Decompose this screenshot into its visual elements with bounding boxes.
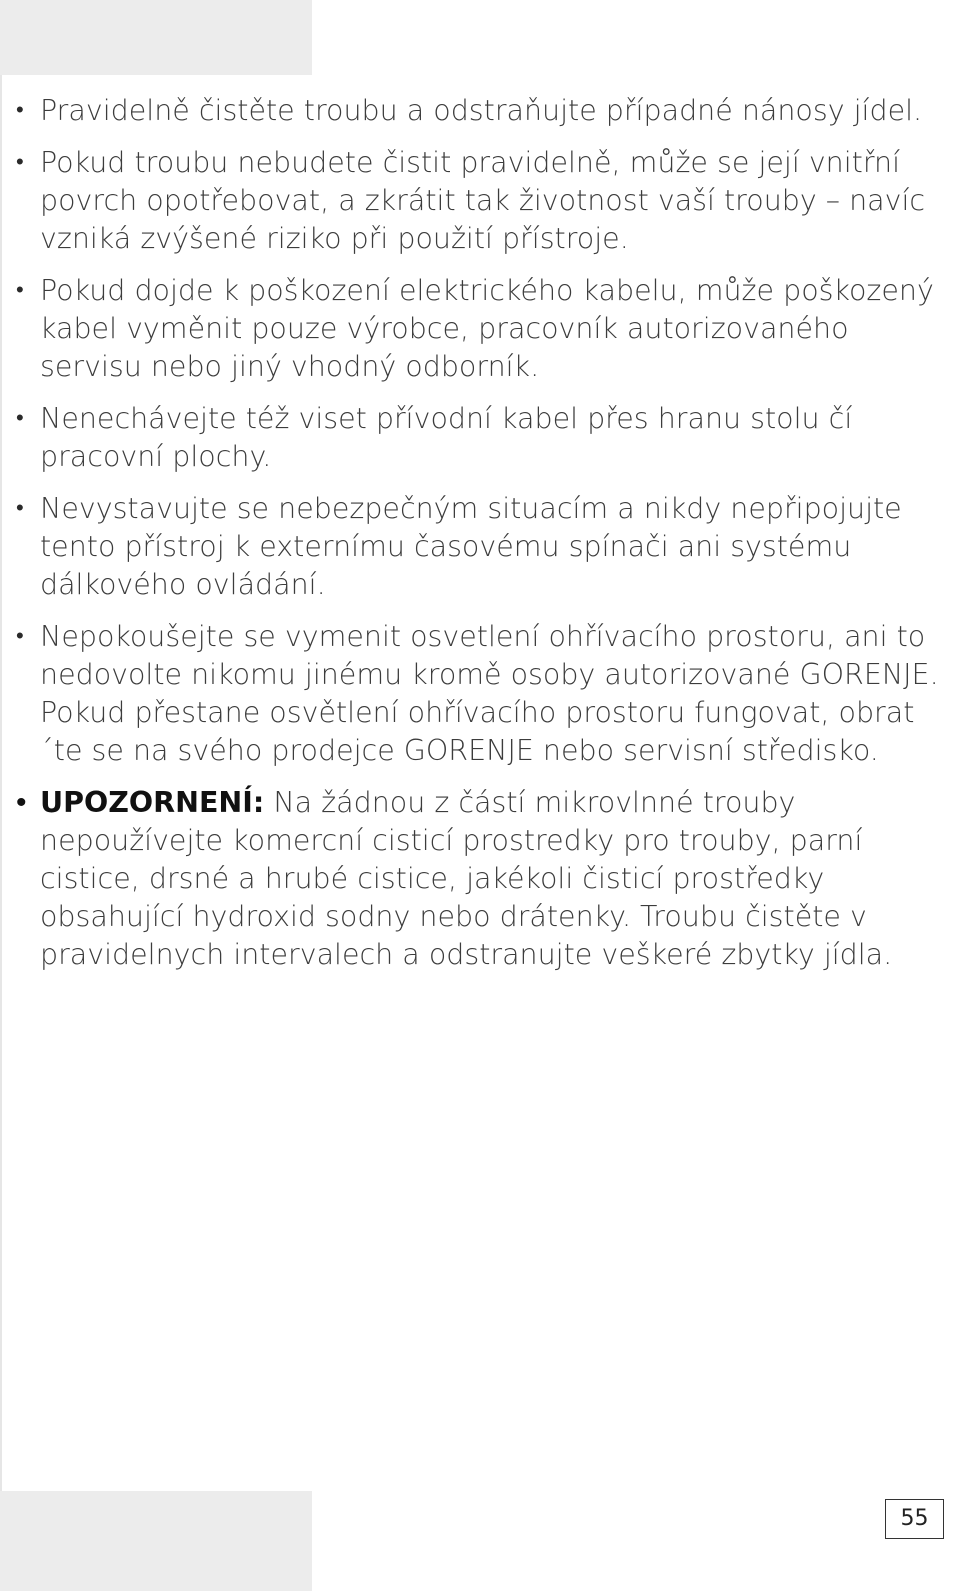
bullet-icon: • <box>16 785 27 820</box>
bullet-icon: • <box>16 496 24 521</box>
page-number: 55 <box>885 1499 944 1539</box>
document-body <box>16 92 952 988</box>
list-item-text: Pokud dojde k poškození elektrického kabelu, může poškozený kabel vyměnit pouze výrobce, pracovník autorizovaného servisu nebo jiný vhodný odborník. <box>40 274 934 383</box>
bullet-icon: • <box>16 150 24 175</box>
bottom-tab-decoration <box>0 1491 312 1591</box>
bullet-list <box>16 92 952 974</box>
list-item-text: Nepokoušejte se vymenit osvetlení ohřívacího prostoru, ani to nedovolte nikomu jinému kromě osoby autorizované GORENJE. Pokud přestane osvětlení ohřívacího prostoru fungovat, obrat´te se na svého prodejce GORENJE nebo servisní středisko. <box>40 620 939 767</box>
list-item-text: Pokud troubu nebudete čistit pravidelně, může se její vnitřní povrch opotřebovat, a zkrátit tak životnost vaší trouby – navíc vzniká zvýšené riziko při použití přístroje. <box>40 146 926 255</box>
list-item <box>16 272 952 386</box>
warning-text: Na žádnou z částí mikrovlnné trouby nepoužívejte komercní cisticí prostredky pro trouby, parní cistice, drsné a hrubé cistice, jakékoli čisticí prostředky obsahující hydroxid sodny nebo drátenky. Troubu čistěte v pravidelnych intervalech a odstranujte veškeré zbytky jídla. <box>40 786 893 971</box>
list-item <box>16 92 952 130</box>
bullet-icon: • <box>16 98 24 123</box>
list-item <box>16 400 952 476</box>
list-item-text: Nevystavujte se nebezpečným situacím a nikdy nepřipojujte tento přístroj k externímu časovému spínači ani systému dálkového ovládání. <box>40 492 902 601</box>
list-item <box>16 618 952 770</box>
top-tab-decoration <box>0 0 312 75</box>
bullet-icon: • <box>16 624 24 649</box>
list-item-text: Nenechávejte též viset přívodní kabel přes hranu stolu čí pracovní plochy. <box>40 402 853 473</box>
warning-label: UPOZORNENÍ: <box>40 786 265 819</box>
list-item <box>16 490 952 604</box>
bullet-icon: • <box>16 278 24 303</box>
list-item-text: Pravidelně čistěte troubu a odstraňujte případné nánosy jídel. <box>40 94 923 127</box>
left-margin-rule <box>0 75 2 1491</box>
bullet-icon: • <box>16 406 24 431</box>
warning-item <box>16 784 952 974</box>
list-item <box>16 144 952 258</box>
